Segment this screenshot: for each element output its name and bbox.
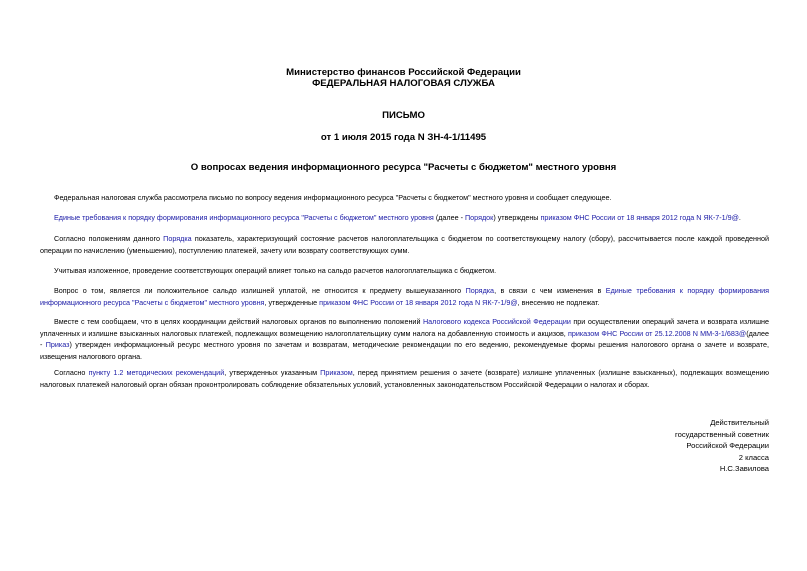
link-order[interactable]: Порядка: [163, 234, 192, 243]
signature-line: Российской Федерации: [686, 441, 769, 451]
signature-name: Н.С.Завилова: [719, 464, 769, 474]
link-decree-mm[interactable]: приказом ФНС России от 25.12.2008 N ММ-3-1/683@: [567, 328, 747, 338]
doc-type: ПИСЬМО: [382, 110, 425, 121]
link-decree-yak[interactable]: приказом ФНС России от 18 января 2012 года N ЯК-7-1/9@: [319, 297, 518, 307]
link-order[interactable]: Порядка: [465, 286, 495, 295]
link-point-1-2[interactable]: пункту 1.2 методических рекомендаций: [88, 368, 225, 377]
signature-block: [675, 417, 769, 475]
doc-date-number: от 1 июля 2015 года N ЗН-4-1/11495: [320, 132, 487, 143]
signature-line: Действительный: [710, 418, 769, 427]
paragraph-5: Вопрос о том, является ли положительное сальдо излишней уплатой, не относится к предмету вышеуказанного Порядка, в связи с чем изменения в Единые требования к порядку формирования информационного ресурса "Расчеты с бюджетом" местного уровня, утвержденные приказом ФНС России от 18 января 2012 года N ЯК-7-1/9@, внесению не подлежат.: [40, 286, 769, 307]
paragraph-3: Согласно положениям данного Порядка показатель, характеризующий состояние расчетов налогоплательщика с бюджетом по соответствующему налогу (сбору), рассчитывается после каждой проведенной операции по начислению (уменьшению), поступлению платежей, зачету или возврату соответствующих сумм.: [40, 234, 769, 255]
paragraph-7: Согласно пункту 1.2 методических рекомендаций, утвержденных указанным Приказом, перед принятием решения о зачете (возврате) излишне уплаченных (излишне взысканных), подлежащих возмещению налоговых платежей налоговый орган обязан проконтролировать соблюдение обязательных условий, установленных законодательством Российской Федерации о налогах и сборах.: [40, 368, 769, 389]
link-prikaz[interactable]: Приказ: [45, 340, 70, 350]
link-tax-code[interactable]: Налогового кодекса Российской Федерации: [422, 317, 571, 326]
paragraph-1: Федеральная налоговая служба рассмотрела письмо по вопросу ведения информационного ресурса "Расчеты с бюджетом" местного уровня и сообщает следующее.: [54, 193, 612, 202]
link-prikaz[interactable]: Приказом: [320, 368, 353, 377]
link-order[interactable]: Порядок: [465, 213, 494, 222]
signature-line: государственный советник: [675, 429, 769, 439]
ministry-title: Министерство финансов Российской Федерации: [286, 67, 521, 78]
paragraph-2: Единые требования к порядку формирования информационного ресурса "Расчеты с бюджетом" местного уровня (далее - Порядок) утверждены приказом ФНС России от 18 января 2012 года N ЯК-7-1/9@.: [54, 213, 741, 222]
paragraph-6: Вместе с тем сообщаем, что в целях координации действий налоговых органов по выполнению положений Налогового кодекса Российской Федерации при осуществлении операций зачета и возврата излишне уплаченных и излишне взысканных налоговых платежей, подлежащих возмещению налогоплательщику сумм налога на добавленную стоимость и акцизов, приказом ФНС России от 25.12.2008 N ММ-3-1/683@(далее - Приказ) утвержден информационный ресурс местного уровня по зачетам и возвратам, методические рекомендации по его ведению, рекомендуемые формы решения налогового органа о зачете и возврате, извещения налогового органа.: [40, 317, 770, 361]
link-unified-requirements[interactable]: Единые требования к порядку формирования информационного ресурса "Расчеты с бюджетом" местного уровня: [40, 286, 769, 307]
link-decree-yak[interactable]: приказом ФНС России от 18 января 2012 года N ЯК-7-1/9@: [540, 213, 739, 222]
service-title: ФЕДЕРАЛЬНАЯ НАЛОГОВАЯ СЛУЖБА: [312, 78, 495, 89]
link-unified-requirements[interactable]: Единые требования к порядку формирования информационного ресурса "Расчеты с бюджетом" местного уровня: [54, 213, 434, 222]
signature-line: 2 класса: [738, 452, 769, 462]
paragraph-4: Учитывая изложенное, проведение соответствующих операций влияет только на сальдо расчетов налогоплательщика с бюджетом.: [54, 266, 497, 275]
doc-subject: О вопросах ведения информационного ресурса "Расчеты с бюджетом" местного уровня: [190, 162, 617, 173]
